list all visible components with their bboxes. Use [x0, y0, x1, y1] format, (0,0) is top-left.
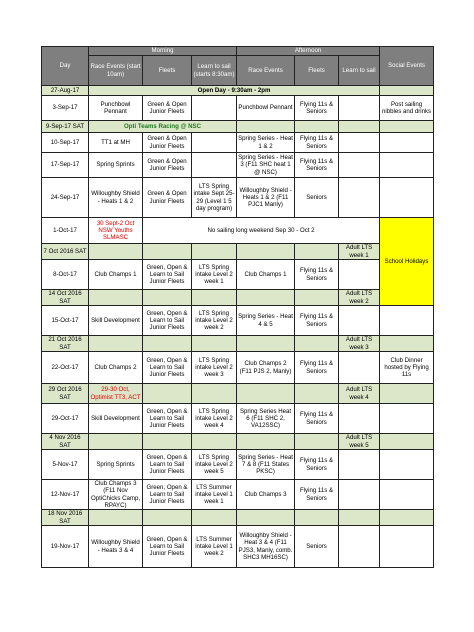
event-note-cell: Open Day - 9:30am - 2pm [89, 86, 380, 96]
learn-am-cell [192, 133, 237, 153]
social-cell [380, 178, 434, 218]
race-am-cell: Willoughby Shield - Heats 3 & 4 [89, 526, 143, 568]
social-cell [380, 121, 434, 133]
race-am-cell [89, 336, 143, 352]
table-row [42, 510, 434, 526]
table-row [42, 480, 434, 510]
learn-pm-cell: Adult LTS week 4 [339, 384, 380, 404]
social-cell: Club Dinner hosted by Flying 11s [380, 352, 434, 384]
social-events-header: Social Events [380, 47, 434, 86]
day-cell: 3-Sep-17 [42, 96, 89, 121]
social-cell [380, 510, 434, 526]
race-pm-cell: Club Champs 1 [237, 260, 295, 290]
table-row [42, 218, 434, 244]
fleets-pm-cell: Flying 11s & Seniors [295, 404, 339, 434]
day-cell: 22-Oct-17 [42, 352, 89, 384]
learn-pm-cell [339, 404, 380, 434]
day-cell: 24-Sep-17 [42, 178, 89, 218]
race-pm-cell [237, 434, 295, 450]
race-pm-cell [237, 244, 295, 260]
social-cell [380, 450, 434, 480]
race-am-cell: Willoughby Shield - Heats 1 & 2 [89, 178, 143, 218]
fleets-pm-cell: Seniors [295, 178, 339, 218]
race-am-cell [89, 290, 143, 306]
learn-am-cell [192, 336, 237, 352]
race-am-cell: Spring Sprints [89, 153, 143, 178]
learn-am-cell [192, 510, 237, 526]
learn-am-cell [192, 244, 237, 260]
fleets-pm-cell [295, 336, 339, 352]
event-note-cell: No sailing long weekend Sep 30 - Oct 2 [143, 218, 380, 244]
fleets-am-cell: Green, Open & Learn to Sail Junior Fleets [143, 404, 192, 434]
learn-am-cell [192, 384, 237, 404]
social-cell [380, 404, 434, 434]
fleets-am-cell: Green & Open Junior Fleets [143, 133, 192, 153]
fleets-pm-cell: Seniors [295, 526, 339, 568]
day-cell: 17-Sep-17 [42, 153, 89, 178]
learn-pm-cell [339, 450, 380, 480]
day-cell: 1-Oct-17 [42, 218, 89, 244]
learn-am-cell: LTS Spring intake Level 2 week 5 [192, 450, 237, 480]
social-cell [380, 336, 434, 352]
day-cell: 29-Oct-17 [42, 404, 89, 434]
learn-am-cell: LTS Spring intake Level 2 week 3 [192, 352, 237, 384]
race-pm-cell: Punchbowl Pennant [237, 96, 295, 121]
day-cell: 19-Nov-17 [42, 526, 89, 568]
fleets-am-cell: Green, Open & Learn to Sail Junior Fleets [143, 352, 192, 384]
day-cell: 5-Nov-17 [42, 450, 89, 480]
header-group-row [42, 47, 434, 56]
fleets-pm-cell: Flying 11s & Seniors [295, 133, 339, 153]
day-cell: 10-Sep-17 [42, 133, 89, 153]
learn-pm-cell [339, 352, 380, 384]
learn-am-cell [192, 290, 237, 306]
race-events-pm-header: Race Events [237, 56, 295, 86]
fleets-am-cell [143, 336, 192, 352]
learn-pm-cell: Adult LTS week 1 [339, 244, 380, 260]
social-cell [380, 306, 434, 336]
fleets-pm-cell [295, 384, 339, 404]
fleets-pm-cell: Flying 11s & Seniors [295, 96, 339, 121]
learn-am-cell: LTS Spring intake Sept 25-29 (Level 1 5 day program) [192, 178, 237, 218]
day-cell: 12-Nov-17 [42, 480, 89, 510]
fleets-am-cell [143, 434, 192, 450]
day-cell: 14 Oct 2016 SAT [42, 290, 89, 306]
sailing-schedule-sheet [41, 46, 433, 568]
race-pm-cell: Spring Series - Heat 4 & 5 [237, 306, 295, 336]
fleets-pm-header: Fleets [295, 56, 339, 86]
race-am-cell: Club Champs 1 [89, 260, 143, 290]
table-row [42, 306, 434, 336]
day-cell: 18 Nov 2016 SAT [42, 510, 89, 526]
fleets-am-cell: Green & Open Junior Fleets [143, 96, 192, 121]
fleets-am-cell: Green, Open & Learn to Sail Junior Fleets [143, 260, 192, 290]
race-pm-cell [237, 336, 295, 352]
learn-pm-cell [339, 178, 380, 218]
fleets-am-header: Fleets [143, 56, 192, 86]
day-cell: 21 Oct 2016 SAT [42, 336, 89, 352]
learn-pm-cell [339, 306, 380, 336]
fleets-am-cell: Green, Open & Learn to Sail Junior Fleets [143, 526, 192, 568]
day-cell: 4 Nov 2016 SAT [42, 434, 89, 450]
table-row [42, 96, 434, 121]
fleets-pm-cell: Flying 11s & Seniors [295, 306, 339, 336]
social-cell [380, 480, 434, 510]
race-am-cell: 30 Sept-2 Oct NSW Youths SLMASC [89, 218, 143, 244]
learn-pm-cell: Adult LTS week 3 [339, 336, 380, 352]
learn-am-cell [192, 96, 237, 121]
race-am-cell: Opti Teams Racing @ NSC [89, 121, 237, 133]
race-am-cell: Skill Development [89, 404, 143, 434]
learn-to-sail-pm-header: Learn to sail [339, 56, 380, 86]
day-column-header: Day [42, 47, 89, 86]
fleets-pm-cell: Flying 11s & Seniors [295, 352, 339, 384]
race-am-cell: Spring Sprints [89, 450, 143, 480]
learn-am-cell [192, 434, 237, 450]
fleets-am-cell: Green & Open Junior Fleets [143, 153, 192, 178]
table-row [42, 86, 434, 96]
learn-am-cell: LTS Spring intake Level 2 week 4 [192, 404, 237, 434]
learn-pm-cell [339, 153, 380, 178]
table-row [42, 121, 434, 133]
day-cell: 15-Oct-17 [42, 306, 89, 336]
learn-pm-cell [339, 121, 380, 133]
race-am-cell: Punchbowl Pennant [89, 96, 143, 121]
day-cell: 8-Oct-17 [42, 260, 89, 290]
race-pm-cell [237, 121, 295, 133]
header-column-row [42, 56, 434, 86]
race-am-cell: Skill Development [89, 306, 143, 336]
social-cell [380, 434, 434, 450]
learn-pm-cell [339, 96, 380, 121]
fleets-pm-cell: Flying 11s & Seniors [295, 153, 339, 178]
race-pm-cell: Spring Series - Heat 3 (F11 SHC heat 1 @ NSC) [238, 154, 293, 176]
learn-am-cell: LTS Spring intake Level 2 week 2 [192, 306, 237, 336]
learn-pm-cell [339, 480, 380, 510]
fleets-am-cell: Green, Open & Learn to Sail Junior Fleets [143, 306, 192, 336]
race-pm-cell [237, 510, 295, 526]
race-pm-cell: Willoughby Shield - Heat 3 & 4 (F11 PJS3, Manly, comb. SHC3 MH16SC) [237, 526, 295, 568]
fleets-pm-cell [295, 434, 339, 450]
social-cell [380, 133, 434, 153]
social-cell [380, 384, 434, 404]
fleets-am-cell [143, 290, 192, 306]
learn-pm-cell: Adult LTS week 5 [339, 434, 380, 450]
day-cell: 9-Sep-17 SAT [42, 121, 89, 133]
social-cell [380, 153, 434, 178]
race-events-am-header: Race Events (start 10am) [89, 56, 143, 86]
learn-to-sail-am-header: Learn to sail (starts 8:30am) [192, 56, 237, 86]
race-pm-cell: Spring Series - Heat 7 & 8 (F11 States PKSC) [237, 450, 295, 480]
social-cell [380, 86, 434, 96]
learn-am-cell: LTS Summer intake Level 1 week 2 [192, 526, 237, 568]
day-cell: 7 Oct 2016 SAT [42, 244, 89, 260]
table-row [42, 153, 434, 178]
race-am-cell [89, 434, 143, 450]
fleets-pm-cell: Flying 11s & Seniors [295, 450, 339, 480]
learn-am-cell: LTS Summer intake Level 1 week 1 [192, 480, 237, 510]
race-pm-cell: Willoughby Shield - Heats 1 & 2 (F11 PJC1 Manly) [237, 178, 295, 218]
table-row [42, 434, 434, 450]
learn-am-cell [192, 153, 237, 178]
fleets-pm-cell [295, 290, 339, 306]
day-cell: 29 Oct 2016 SAT [42, 384, 89, 404]
learn-pm-cell [339, 133, 380, 153]
race-pm-cell: Club Champs 3 [237, 480, 295, 510]
fleets-pm-cell: Flying 11s & Seniors [295, 260, 339, 290]
race-pm-cell [237, 290, 295, 306]
fleets-am-cell [143, 510, 192, 526]
race-am-cell: Club Champs 2 [89, 352, 143, 384]
social-cell: Post sailing nibbles and drinks [380, 96, 434, 121]
learn-pm-cell [339, 510, 380, 526]
afternoon-header: Afternoon [237, 47, 380, 56]
learn-am-cell: LTS Spring intake Level 2 week 1 [192, 260, 237, 290]
table-row [42, 336, 434, 352]
race-am-cell [89, 244, 143, 260]
fleets-pm-cell [295, 121, 339, 133]
fleets-pm-cell [295, 244, 339, 260]
table-row [42, 450, 434, 480]
table-row [42, 290, 434, 306]
school-holidays-cell: School Holidays [380, 218, 434, 306]
race-am-cell: Club Champs 3 (F11 Nov OptiChicks Camp, RPAYC) [89, 480, 143, 510]
race-am-cell: TT1 at MH [89, 133, 143, 153]
table-row [42, 384, 434, 404]
day-cell: 27-Aug-17 [42, 86, 89, 96]
fleets-pm-cell: Flying 11s & Seniors [295, 480, 339, 510]
schedule-table [41, 46, 434, 568]
race-am-cell [89, 510, 143, 526]
table-row [42, 178, 434, 218]
table-row [42, 133, 434, 153]
learn-pm-cell [339, 260, 380, 290]
race-pm-cell: Spring Series Heat 6 (F11 SHC 2, VA12SSC) [237, 404, 295, 434]
table-row [42, 244, 434, 260]
social-cell [380, 526, 434, 568]
morning-header: Morning [89, 47, 237, 56]
table-row [42, 260, 434, 290]
race-pm-cell: Spring Series - Heat 1 & 2 [237, 133, 295, 153]
table-row [42, 352, 434, 384]
race-pm-cell [237, 384, 295, 404]
race-pm-cell: Club Champs 2 (F11 PJS 2, Manly) [237, 352, 295, 384]
fleets-am-cell [143, 244, 192, 260]
learn-pm-cell: Adult LTS week 2 [339, 290, 380, 306]
race-am-cell: 29-30 Oct, Optimist TT3, ACT [89, 384, 143, 404]
table-row [42, 526, 434, 568]
fleets-am-cell [143, 384, 192, 404]
learn-pm-cell [339, 526, 380, 568]
fleets-am-cell: Green & Open Junior Fleets [143, 178, 192, 218]
fleets-pm-cell [295, 510, 339, 526]
table-row [42, 404, 434, 434]
fleets-am-cell: Green, Open & Learn to Sail Junior Fleets [143, 480, 192, 510]
fleets-am-cell: Green, Open & Learn to Sail Junior Fleets [143, 450, 192, 480]
